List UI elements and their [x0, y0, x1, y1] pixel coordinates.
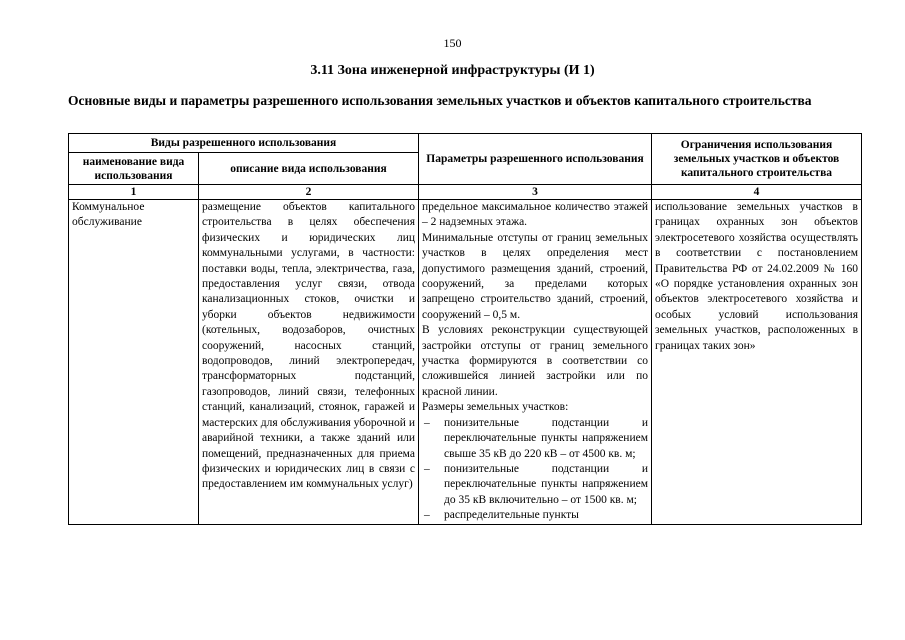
parameter-paragraph: предельное максимальное количество этажей – 2 надземных этажа. [422, 201, 648, 229]
table-row [69, 200, 862, 525]
restrictions-cell: использование земельных участков в границах охранных зон объектов электросетевого хозяйства осуществлять в соответствии с постановлением Правительства РФ от 24.02.2009 № 160 «О порядке установления охранных зон объектов электросетевого хозяйства и особых условий использования земельных участков, расположенных в границах таких зон» [652, 200, 862, 525]
section-title: 3.11 Зона инженерной инфраструктуры (И 1) [310, 63, 595, 78]
list-item: – распределительные пункты [422, 508, 648, 523]
parameter-paragraph: Минимальные отступы от границ земельных участков в целях определения мест допустимого размещения зданий, строений, сооружений, за пределами которых запрещено строительство зданий, строений, сооружений – 0,5 м. [422, 231, 648, 321]
column-number: 2 [199, 185, 419, 200]
header-use-description: описание вида использования [199, 153, 419, 185]
header-use-name: наименование вида использования [69, 153, 199, 185]
header-uses-group: Виды разрешенного использования [69, 134, 419, 153]
list-item: – понизительные подстанции и переключательные пункты напряжением до 35 кВ включительно – от 1500 кв. м; [422, 462, 648, 508]
document-heading: Основные виды и параметры разрешенного использования земельных участков и объектов капитального строительства [68, 93, 812, 108]
use-name-cell: Коммунальное обслуживание [69, 200, 199, 525]
page-number: 150 [443, 36, 462, 50]
column-number: 1 [69, 185, 199, 200]
parameters-cell [419, 200, 652, 525]
permitted-use-table [68, 133, 862, 525]
use-description-cell: размещение объектов капитального строительства в целях обеспечения физических и юридических лиц коммунальными услугами, в частности: поставки воды, тепла, электричества, газа, предоставления услуг связи, отвода канализационных стоков, очистки и уборки объектов недвижимости (котельных, водозаборов, очистных сооружений, насосных станций, водопроводов, линий электропередач, трансформаторных подстанций, газопроводов, линий связи, телефонных станций, канализаций, стоянок, гаражей и мастерских для обслуживания уборочной и аварийной техники, а также зданий или помещений, предназначенных для приема физических и юридических лиц в связи с предоставлением им коммунальных услуг) [199, 200, 419, 525]
column-number: 4 [652, 185, 862, 200]
land-size-list [422, 416, 648, 524]
column-number: 3 [419, 185, 652, 200]
header-parameters: Параметры разрешенного использования [419, 134, 652, 185]
parameter-paragraph: Размеры земельных участков: [422, 401, 569, 414]
list-item: – понизительные подстанции и переключательные пункты напряжением свыше 35 кВ до 220 кВ – от 4500 кв. м; [422, 416, 648, 462]
header-restrictions: Ограничения использования земельных участков и объектов капитального строительства [652, 134, 862, 185]
parameter-paragraph: В условиях реконструкции существующей застройки отступы от границ земельного участка формируются в соответствии со сложившейся линией застройки или по красной линии. [422, 324, 648, 398]
